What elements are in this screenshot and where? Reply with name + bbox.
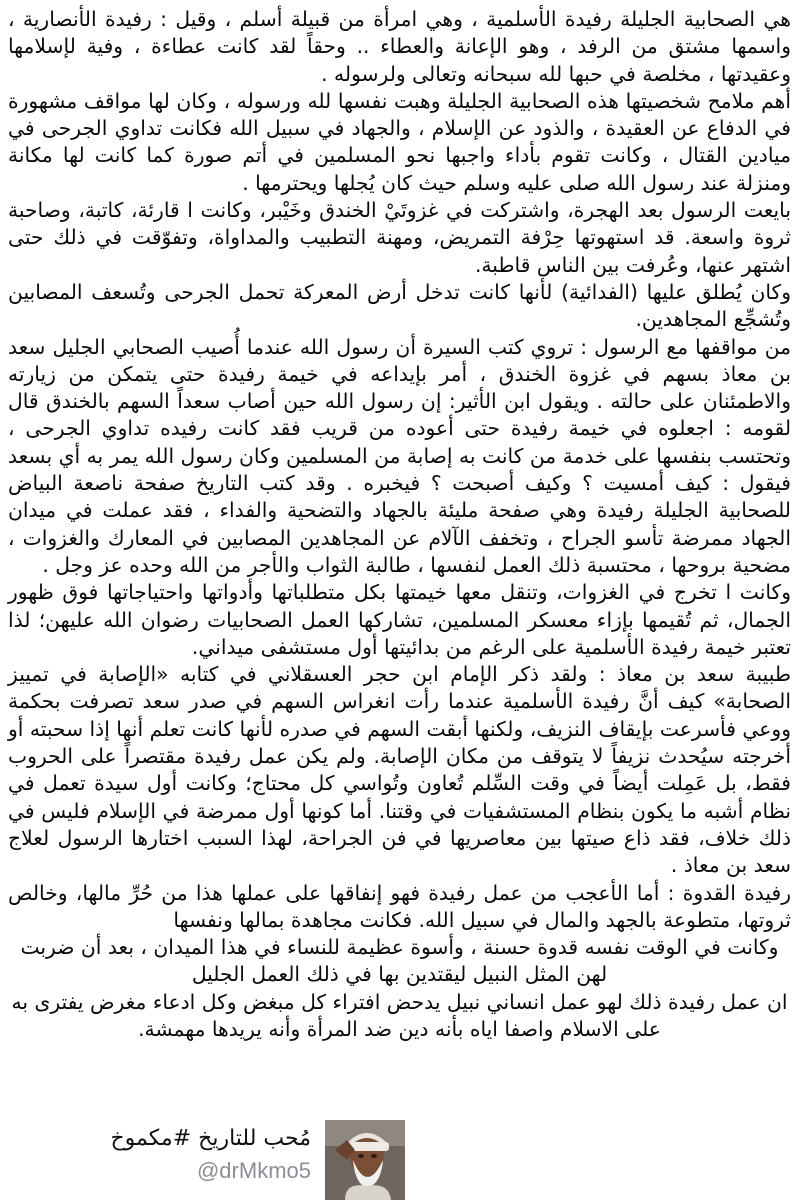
display-name[interactable]: مُحب للتاريخ #مكموخ — [110, 1126, 311, 1151]
paragraph-positions: من مواقفها مع الرسول : تروي كتب السيرة أن رسول الله عندما أُصيب الصحابي الجليل سعد بن معاذ بسهم في غزوة الخندق ، أمر بإيداعه في خيمة رفيدة حتى يتمكن من زيارته والاطمئنان على حالته . ويقول ابن الأثير: إن رسول الله حين أصاب سعداً السهم بالخندق قال لقومه : اجعلوه في خيمة رفيدة حتى أعوده من قريب فقد كانت رفيده تداوي الجرحى ، وتحتسب بنفسها على خدمة من كانت به إصابة من المسلمين وكان رسول الله يمر به أي بسعد فيقول : كيف أمسيت ؟ وكيف أصبحت ؟ فيخبره . وقد كتب التاريخ صفحة ناصعة البياض للصحابية الجليلة رفيدة وهي صفحة مليئة بالجهاد والتضحية والفداء ، فقد عملت في ميدان الجهاد ممرضة تأسو الجراح ، وتخفف الآلام عن المجاهدين المصابين في المعارك والغزوات ، مضحية بروحها ، محتسبة ذلك العمل لنفسها ، طالبة الثواب والأجر من الله وحده عز وجل . — [8, 334, 791, 577]
paragraph-conclusion: ان عمل رفيدة ذلك لهو عمل انساني نبيل يدحض افتراء كل مبغض وكل ادعاء مغرض يفترى به على الاسلام واصفا اياه بأنه دين ضد المرأة وأنه يريدها مهمشة. — [11, 989, 788, 1041]
username-handle[interactable]: @drMkmo5 — [196, 1158, 311, 1183]
paragraph-fidaiya: وكان يُطلق عليها (الفدائية) لأنها كانت تدخل أرض المعركة تحمل الجرحى وتُسعف المصابين وتُشجِّع المجاهدين. — [8, 279, 791, 332]
paragraph-doctor-of-saad: طبيبة سعد بن معاذ : ولقد ذكر الإمام ابن حجر العسقلاني في كتابه «الإصابة في تمييز الصحابة» كيف أنَّ رفيدة الأسلمية عندما رأت انغراس السهم في صدر سعد تصرفت بحكمة ووعي فأسرعت بإيقاف النزيف، ولكنها أبقت السهم في صدره لأنها كانت تعلم أنها إذا سحبته أو أخرجته سيُحدث نزيفاً لا يتوقف من مكان الإصابة. ولم يكن عمل رفيدة مقتصراً على الحروب فقط، بل عَمِلت أيضاً في وقت السِّلم تُعاون وتُواسي كل محتاج؛ وكانت أول سيدة تعمل في نظام أشبه ما يكون بنظام المستشفيات في وقتنا. أما كونها أول ممرضة في الإسلام فليس في ذلك خلاف، فقد ذاع صيتها بين معاصريها في فن الجراحة، لهذا السبب اختارها الرسول لعلاج سعد بن معاذ . — [8, 662, 791, 878]
paragraph-role-model: رفيدة القدوة : أما الأعجب من عمل رفيدة فهو إنفاقها على عملها هذا من حُرِّ مالها، وخالص ثروتها، متطوعة بالجهد والمال في سبيل الله. فكانت مجاهدة بمالها ونفسها — [8, 880, 791, 932]
author-footer — [0, 1110, 799, 1200]
paragraph-field-hospital: وكانت ا تخرج في الغزوات، وتنقل معها خيمتها بكل متطلباتها وأدواتها واحتياجاتها فوق ظهور الجمال، ثم تُقيمها بإزاء معسكر المسلمين، تشاركها العمل الصحابيات رضوان الله عليهن؛ لذا تعتبر خيمة رفيدة الأسلمية على الرغم من بدائيتها أول مستشفى ميداني. — [8, 580, 791, 659]
portrait-image — [325, 1120, 405, 1200]
paragraph-character: أهم ملامح شخصيتها هذه الصحابية الجليلة وهبت نفسها لله ورسوله ، وكان لها مواقف مشهورة في الدفاع عن العقيدة ، والذود عن الإسلام ، والجهاد في سبيل الله فكانت تداوي الجرحى في ميادين القتال ، وكانت تقوم بأداء واجبها نحو المسلمين في أتم صورة كما كانت لها مكانة ومنزلة عند رسول الله صلى عليه وسلم حيث كان يُجلها ويحترمها . — [8, 88, 791, 195]
paragraph-example: وكانت في الوقت نفسه قدوة حسنة ، وأسوة عظيمة للنساء في هذا الميدان ، بعد أن ضربت لهن المثل النبيل ليقتدين بها في ذلك العمل الجليل — [20, 935, 779, 987]
avatar[interactable] — [325, 1120, 405, 1200]
author-identity — [110, 1122, 311, 1186]
paragraph-allegiance: بايعت الرسول بعد الهجرة، واشتركت في غزوتَيْ الخندق وخَيْبر، وكانت ا قارئة، كاتبة، وصاحبة ثروة واسعة. قد استهوتها حِرْفة التمريض، ومهنة التطبيب والمداواة، وتفوّقت في ذلك حتى اشتهر عنها، وعُرفت بين الناس قاطبة. — [8, 198, 791, 277]
paragraph-intro: هي الصحابية الجليلة رفيدة الأسلمية ، وهي امرأة من قبيلة أسلم ، وقيل : رفيدة الأنصارية ، واسمها مشتق من الرفد ، وهو الإعانة والعطاء .. وحقاً لقد كانت عطاءة ، وفية لإسلامها وعقيدتها ، مخلصة في حبها لله سبحانه وتعالى ولرسوله . — [8, 7, 791, 86]
article-body — [8, 6, 791, 1043]
